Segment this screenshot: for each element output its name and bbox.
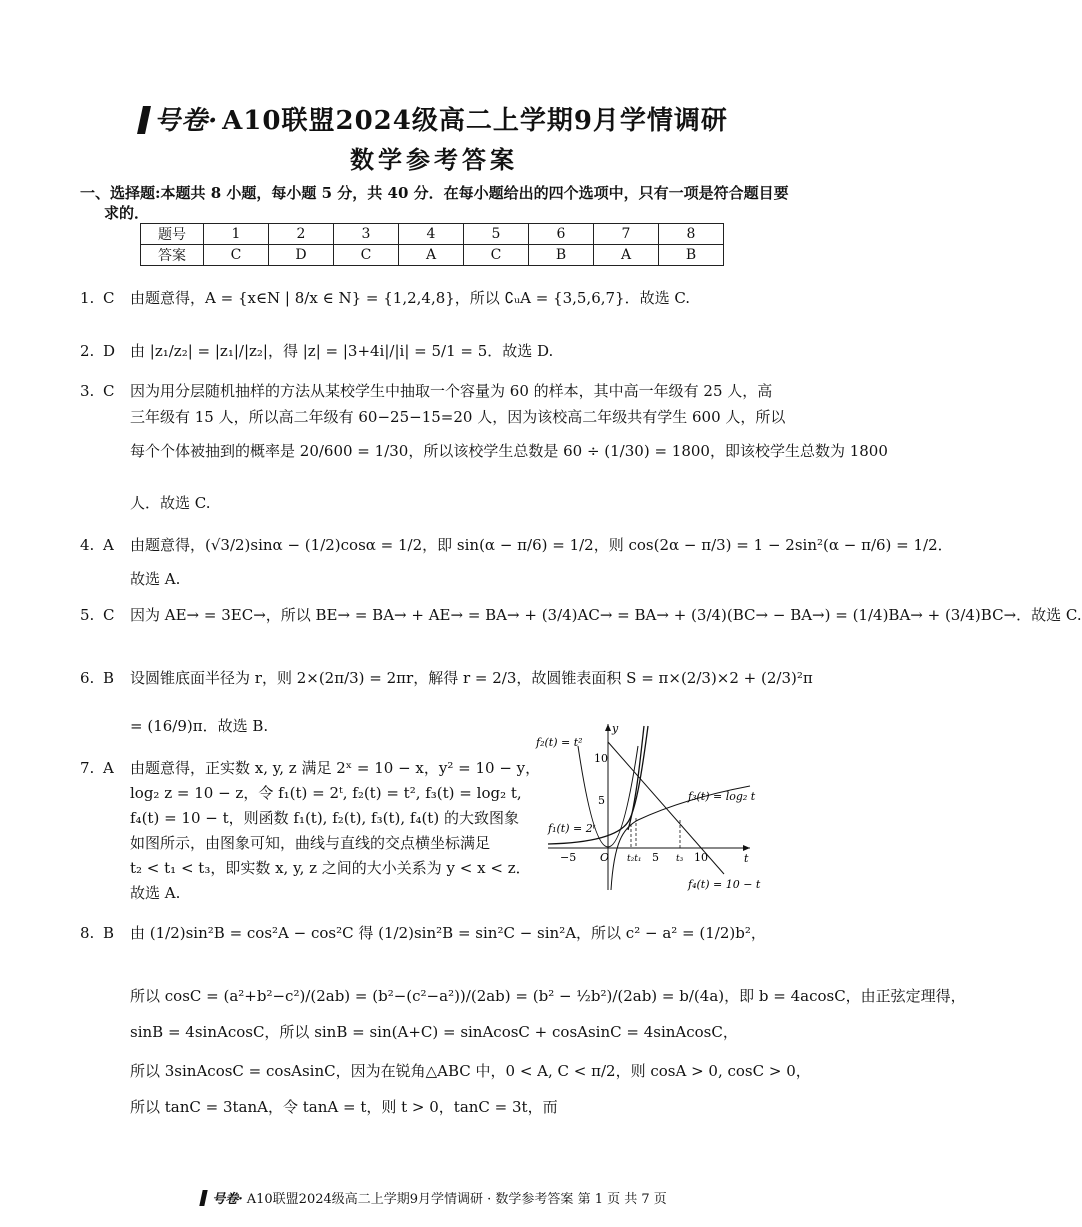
ytick-5: 5 (598, 794, 605, 807)
page-subtitle: 数学参考答案 (350, 145, 518, 174)
table-label-answer: 答案 (141, 245, 204, 266)
tick-minus5: −5 (560, 851, 577, 864)
footer-text: A10联盟2024级高二上学期9月学情调研 · 数学参考答案 第 1 页 共 7 页 (246, 1192, 667, 1207)
section-heading-line1: 一、选择题:本题共 8 小题，每小题 5 分，共 40 分．在每小题给出的四个选项中，只有一项是符合题目要 (80, 184, 789, 202)
q6-answer: B (103, 669, 115, 687)
footer-logo-mark-icon (200, 1190, 208, 1206)
t2t1-label: t₂t₁ (627, 854, 642, 864)
q8-line3: sinB = 4sinAcosC，所以 sinB = sin(A+C) = sinAcosC + cosAsinC = 4sinAcosC， (130, 1023, 738, 1041)
q2-number: 2. (80, 342, 95, 360)
f1-label: f₁(t) = 2ᵗ (548, 822, 596, 835)
tick-10: 10 (694, 851, 708, 864)
q3-line3: 每个个体被抽到的概率是 20/600 = 1/30，所以该校学生总数是 60 ÷ (1/30) = 1800，即该校学生总数为 1800 (130, 442, 888, 460)
section-heading-line2: 求的． (104, 204, 150, 222)
table-cell: A (399, 245, 464, 266)
q1-text: 由题意得，A = {x∈N | 8/x ∈ N} = {1,2,4,8}，所以 ∁ᵤA = {3,5,6,7}．故选 C. (130, 289, 691, 307)
table-cell: B (529, 245, 594, 266)
table-cell: D (269, 245, 334, 266)
table-cell: C (464, 245, 529, 266)
table-cell: 8 (659, 224, 724, 245)
y-axis-label: y (612, 722, 619, 735)
q8-line1: 由 (1/2)sin²B = cos²A − cos²C 得 (1/2)sin²B = sin²C − sin²A，所以 c² − a² = (1/2)b²， (130, 924, 766, 942)
q7-line5: t₂ < t₁ < t₃，即实数 x, y, z 之间的大小关系为 y < x < z． (130, 859, 531, 877)
q7-answer: A (103, 759, 114, 777)
table-row-answers (141, 245, 724, 266)
q7-line1: 由题意得，正实数 x, y, z 满足 2ˣ = 10 − x，y² = 10 − y， (130, 759, 541, 777)
t-axis-label: t (744, 852, 749, 865)
f4-label: f₄(t) = 10 − t (688, 878, 761, 891)
ytick-10: 10 (594, 752, 608, 765)
q8-number: 8. (80, 924, 95, 942)
title-text: A10联盟2024级高二上学期9月学情调研 (222, 106, 728, 136)
q5-answer: C (103, 606, 115, 624)
q4-line2: 故选 A. (130, 570, 181, 588)
table-row-numbers (141, 224, 724, 245)
q3-line1: 因为用分层随机抽样的方法从某校学生中抽取一个容量为 60 的样本，其中高一年级有 25 人，高 (130, 382, 773, 400)
t-axis-arrow-icon (743, 845, 750, 851)
q7-number: 7. (80, 759, 95, 777)
q3-answer: C (103, 382, 115, 400)
y-axis-arrow-icon (605, 724, 611, 731)
q7-line2: log₂ z = 10 − z，令 f₁(t) = 2ᵗ, f₂(t) = t², f₃(t) = log₂ t, (130, 784, 522, 802)
q7-line4: 如图所示，由图象可知，曲线与直线的交点横坐标满足 (130, 834, 491, 852)
q4-number: 4. (80, 536, 95, 554)
table-cell: C (204, 245, 269, 266)
q6-line2: = (16/9)π．故选 B. (130, 717, 269, 735)
tick-5: 5 (652, 851, 659, 864)
table-cell: B (659, 245, 724, 266)
f2-label: f₂(t) = t² (536, 736, 583, 749)
q7-line3: f₄(t) = 10 − t，则函数 f₁(t), f₂(t), f₃(t), f₄(t) 的大致图象 (130, 809, 519, 827)
table-cell: A (594, 245, 659, 266)
q3-line2: 三年级有 15 人，所以高二年级有 60−25−15=20 人，因为该校高二年级共有学生 600 人，所以 (130, 408, 786, 426)
footer-logo-text: 号卷· (212, 1192, 243, 1207)
table-cell: 3 (334, 224, 399, 245)
q2-text: 由 |z₁/z₂| = |z₁|/|z₂|，得 |z| = |3+4i|/|i| = 5/1 = 5．故选 D. (130, 342, 554, 360)
q6-line1: 设圆锥底面半径为 r，则 2×(2π/3) = 2πr，解得 r = 2/3，故圆锥表面积 S = π×(2/3)×2 + (2/3)²π (130, 669, 813, 687)
table-cell: 6 (529, 224, 594, 245)
f1-curve-steep (628, 726, 644, 830)
q1-number: 1. (80, 289, 95, 307)
table-cell: 4 (399, 224, 464, 245)
answer-table (140, 223, 724, 266)
q3-line4: 人．故选 C. (130, 494, 211, 512)
logo-mark-icon (137, 106, 151, 134)
q2-answer: D (103, 342, 116, 360)
table-cell: 7 (594, 224, 659, 245)
table-cell: 2 (269, 224, 334, 245)
table-label-number: 题号 (141, 224, 204, 245)
q4-line1: 由题意得，(√3/2)sinα − (1/2)cosα = 1/2，即 sin(α − π/6) = 1/2，则 cos(2α − π/3) = 1 − 2sin²(α − π/6) = 1/2． (130, 536, 953, 554)
q8-line4: 所以 3sinAcosC = cosAsinC，因为在锐角△ABC 中，0 < A, C < π/2，则 cosA > 0, cosC > 0， (130, 1062, 811, 1080)
q3-number: 3. (80, 382, 95, 400)
function-graph (528, 722, 768, 892)
q5-number: 5. (80, 606, 95, 624)
table-cell: 5 (464, 224, 529, 245)
table-cell: 1 (204, 224, 269, 245)
q8-line2: 所以 cosC = (a²+b²−c²)/(2ab) = (b²−(c²−a²))/(2ab) = (b² − ½b²)/(2ab) = b/(4a)，即 b = 4acosC，由正弦定理得， (130, 987, 966, 1005)
q5-text: 因为 AE→ = 3EC→，所以 BE→ = BA→ + AE→ = BA→ + (3/4)AC→ = BA→ + (3/4)(BC→ − BA→) = (1/4)BA→ + (3/4)BC→．故选 C. (130, 606, 1082, 624)
q1-answer: C (103, 289, 115, 307)
origin-label: O (600, 851, 610, 864)
q4-answer: A (103, 536, 114, 554)
q8-line5: 所以 tanC = 3tanA，令 tanA = t，则 t > 0，tanC = 3t，而 (130, 1098, 558, 1116)
q8-answer: B (103, 924, 115, 942)
q6-number: 6. (80, 669, 95, 687)
t3-label: t₃ (676, 854, 684, 864)
f3-label: f₃(t) = log₂ t (688, 790, 756, 803)
table-cell: C (334, 245, 399, 266)
page-footer (0, 1188, 868, 1207)
q7-line6: 故选 A. (130, 884, 181, 902)
logo-text: 号卷· (154, 106, 219, 136)
page-title (0, 100, 868, 137)
